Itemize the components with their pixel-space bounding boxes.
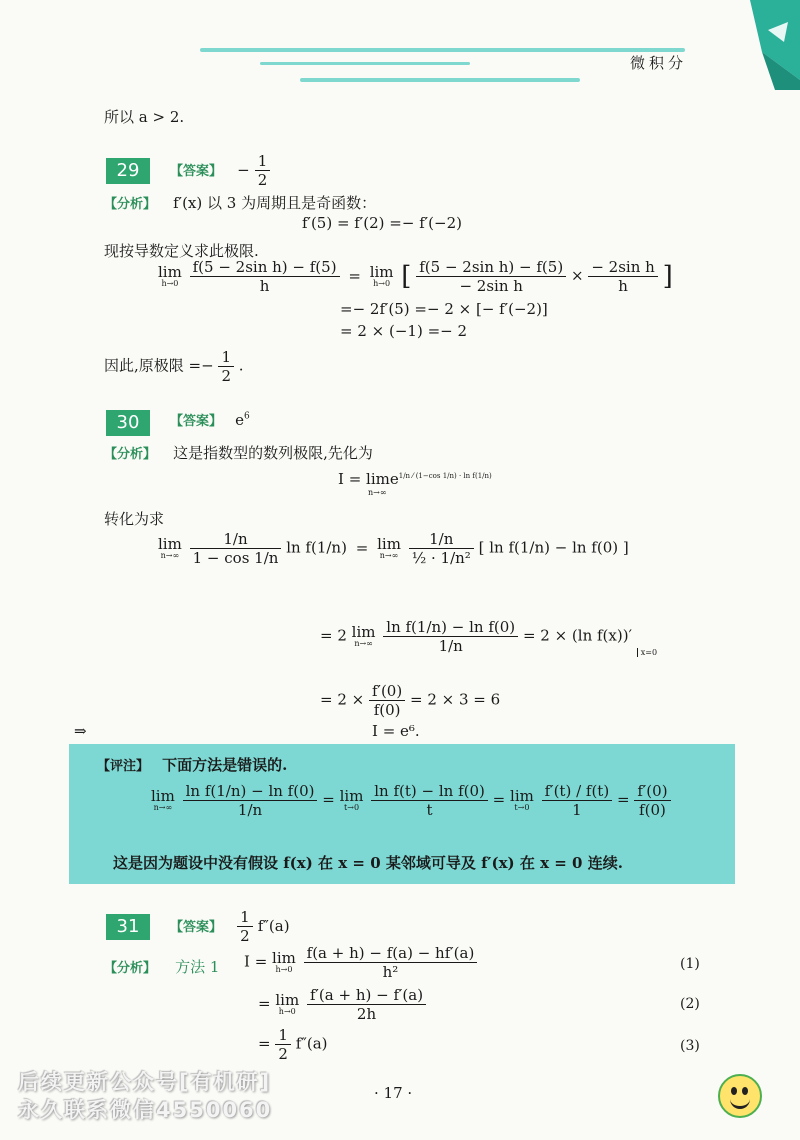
equation-number-1: (1): [680, 956, 700, 972]
fraction-denominator: − 2sin h: [459, 277, 523, 295]
fraction-denominator: 2: [221, 367, 232, 385]
smiley-eye: [742, 1087, 748, 1095]
lim-word: lim: [510, 787, 534, 805]
lim-word: lim: [339, 787, 364, 805]
lim-subscript: n→∞: [368, 488, 387, 497]
answer-fraction: [255, 152, 271, 189]
q29-conclusion: [104, 348, 244, 385]
lim-word: lim: [369, 263, 394, 281]
q30-row3: [320, 682, 500, 719]
lim-word: lim: [151, 787, 175, 805]
fraction-numerator: f(a + h) − f(a) − hf′(a): [304, 944, 478, 963]
lim-subscript: h→0: [373, 279, 391, 288]
q31-answer: [170, 908, 290, 945]
answer-base: e: [235, 411, 244, 429]
header-rule-3: [300, 78, 580, 82]
limit-operator: [151, 789, 175, 812]
limit-operator: [352, 625, 376, 648]
row-prefix: =: [258, 1034, 271, 1053]
equals-sign: =: [348, 266, 361, 285]
q29-text2: 现按导数定义求此极限.: [104, 242, 259, 260]
q29-limit-line1: [158, 258, 673, 295]
fraction-numerator: f′(t) / f(t): [542, 782, 613, 801]
fraction-numerator: f′(0): [369, 682, 405, 701]
question-number-31: 31: [106, 914, 150, 940]
smiley-eye: [731, 1087, 737, 1095]
q30-final: I = e⁶.: [372, 722, 420, 740]
row-prefix: =: [258, 994, 271, 1013]
fraction-numerator: − 2sin h: [588, 258, 657, 277]
bracket-term: [ ln f(1/n) − ln f(0) ]: [478, 538, 629, 557]
note-title: 下面方法是错误的.: [162, 756, 288, 774]
fraction: [383, 618, 518, 655]
answer-tag: 【答案】: [170, 414, 223, 429]
page-header-title: 微积分: [630, 54, 688, 72]
equals-sign: =: [355, 538, 369, 557]
q30-I-definition: [338, 470, 492, 497]
row-suffix: = 2 × (ln f(x))′: [522, 626, 632, 645]
lim-subscript: n→∞: [160, 551, 180, 560]
limit-operator: [370, 265, 394, 288]
answer-tag: 【答案】: [170, 920, 223, 935]
answer-tag: 【答案】: [170, 164, 223, 179]
fraction-numerator: 1/n: [190, 530, 282, 549]
fraction-denominator: f(0): [373, 701, 401, 719]
fraction-numerator: f′(0): [634, 782, 670, 801]
fraction-denominator: h²: [382, 963, 399, 981]
equals-sign: =: [492, 790, 506, 809]
smiley-icon: [718, 1074, 762, 1118]
note-heading: [97, 754, 287, 775]
lim-word: lim: [272, 949, 296, 967]
fraction: [542, 782, 613, 819]
fraction-numerator: ln f(1/n) − ln f(0): [183, 782, 318, 801]
page-number: · 17 ·: [374, 1084, 413, 1102]
row-tail: f″(a): [295, 1034, 328, 1053]
fraction-denominator: 1: [572, 801, 582, 819]
answer-sign: −: [237, 161, 250, 179]
fraction: [409, 530, 474, 567]
fraction-denominator: f(0): [639, 801, 666, 819]
equation-number-3: (3): [680, 1038, 700, 1054]
fraction: [371, 782, 488, 819]
note-tag: 【评注】: [97, 759, 150, 774]
fraction: [190, 530, 282, 567]
lim-word: lim: [351, 623, 376, 641]
period: .: [238, 356, 244, 375]
limit-operator: [275, 993, 299, 1016]
row-prefix: I =: [244, 952, 268, 971]
lim-subscript: n→∞: [354, 639, 373, 648]
q29-limit-line2: =− 2f′(5) =− 2 × [− f′(−2)]: [340, 300, 548, 318]
fraction-denominator: t: [426, 801, 433, 819]
fraction-numerator: ln f(t) − ln f(0): [371, 782, 488, 801]
fraction-denominator: 2: [278, 1045, 288, 1063]
fraction-denominator: 1/n: [237, 801, 263, 819]
q29-analysis: [104, 192, 376, 213]
fraction-numerator: 1: [237, 908, 253, 927]
fraction: [183, 782, 318, 819]
limit-operator: [377, 537, 401, 560]
q29-limit-line3: = 2 × (−1) =− 2: [340, 322, 468, 340]
header-rule-2: [260, 62, 470, 65]
fraction-numerator: 1: [275, 1026, 291, 1045]
row-suffix: = 2 × 3 = 6: [410, 690, 501, 709]
answer-fraction: [237, 908, 253, 945]
watermark-line-1: 后续更新公众号[有机研]: [18, 1070, 272, 1094]
analysis-tag: 【分析】: [104, 447, 157, 462]
limit-operator: [510, 789, 534, 812]
fraction: [307, 986, 426, 1023]
fraction-denominator: 1 − cos 1/n: [192, 549, 279, 567]
question-number-30: 30: [106, 410, 150, 436]
log-term: ln f(1/n): [286, 538, 347, 557]
fraction-numerator: 1: [218, 348, 234, 367]
equals-sign: =: [616, 790, 630, 809]
equals-sign: =: [322, 790, 335, 809]
fraction-denominator: 2: [257, 171, 268, 189]
fraction-denominator: 1/n: [438, 637, 463, 655]
lim-word: lim: [275, 991, 300, 1009]
q30-row2: [320, 618, 657, 657]
analysis-tag: 【分析】: [104, 197, 157, 212]
corner-arrow-icon: [720, 0, 800, 90]
note-equation: [151, 782, 671, 819]
lim-subscript: t→0: [514, 803, 530, 812]
watermark-line-2: 永久联系微信4550060: [18, 1098, 273, 1122]
lim-word: lim: [377, 535, 401, 553]
q31-line2: [258, 986, 426, 1023]
q30-answer: [170, 410, 250, 429]
right-bracket: ]: [662, 261, 673, 292]
lim-word: lim: [158, 535, 182, 553]
fraction: [588, 258, 657, 295]
q30-transform-text: 转化为求: [104, 510, 165, 528]
analysis-tag: 【分析】: [104, 961, 157, 976]
lim-word: lim: [158, 263, 182, 281]
conclusion-text: 因此,原极限 =−: [104, 356, 214, 375]
row-prefix: = 2: [320, 626, 347, 645]
fraction: [304, 944, 478, 981]
analysis-text: 这是指数型的数列极限,先化为: [173, 444, 373, 462]
I-equals-lim: I = lim: [338, 470, 390, 488]
fraction-denominator: h: [618, 277, 628, 295]
fraction-numerator: f′(a + h) − f′(a): [307, 986, 426, 1005]
q29-eq1: f′(5) = f′(2) =− f′(−2): [302, 214, 462, 232]
fraction-numerator: 1/n: [409, 530, 474, 549]
fraction-numerator: ln f(1/n) − ln f(0): [383, 618, 518, 637]
fraction-denominator: 2: [240, 927, 250, 945]
q30-row1: [158, 530, 629, 567]
question-number-29: 29: [106, 158, 150, 184]
fraction: [416, 258, 566, 295]
lim-subscript: h→0: [161, 279, 179, 288]
fraction-numerator: 1: [255, 152, 271, 171]
fraction-denominator: h: [259, 277, 270, 295]
left-bracket: [: [401, 261, 412, 292]
answer-exponent: 6: [244, 411, 250, 422]
exp-base: e: [389, 470, 399, 488]
q31-line3: [258, 1026, 328, 1063]
limit-operator: [158, 537, 182, 560]
answer-tail: f″(a): [257, 917, 290, 935]
q31-line1: [244, 944, 477, 981]
lim-subscript: n→∞: [379, 551, 399, 560]
fraction-numerator: f(5 − 2sin h) − f(5): [416, 258, 566, 277]
times-sign: ×: [570, 266, 584, 285]
note-reason: 这是因为题设中没有假设 f(x) 在 x = 0 某邻域可导及 f′(x) 在 x = 0 连续.: [113, 854, 623, 872]
fraction-numerator: f(5 − 2sin h) − f(5): [190, 258, 340, 277]
q30-analysis: [104, 442, 373, 463]
fraction-denominator: ½ · 1/n²: [411, 549, 471, 567]
implies-arrow: ⇒: [74, 722, 87, 740]
fraction: [369, 682, 405, 719]
row-prefix: = 2 ×: [320, 690, 365, 709]
conclusion-fraction: [218, 348, 234, 385]
equation-number-2: (2): [680, 996, 700, 1012]
limit-operator: [340, 789, 364, 812]
lim-subscript: t→0: [344, 803, 360, 812]
exp-exponent: 1/n ⁄ (1−cos 1/n) · ln f(1/n): [398, 472, 492, 480]
method-label: 方法 1: [175, 958, 220, 976]
limit-operator: [272, 951, 296, 974]
limit-operator: [158, 265, 182, 288]
fraction-denominator: 2h: [356, 1005, 377, 1023]
intro-text: 所以 a > 2.: [104, 108, 185, 126]
fraction: [275, 1026, 291, 1063]
lim-subscript: h→0: [275, 965, 293, 974]
lim-subscript: h→0: [278, 1007, 296, 1016]
lim-subscript: n→∞: [153, 803, 173, 812]
analysis-text: f′(x) 以 3 为周期且是奇函数：: [173, 194, 377, 212]
smiley-mouth: [730, 1096, 750, 1109]
evaluation-bar: x=0: [637, 648, 657, 657]
fraction: [634, 782, 670, 819]
q31-analysis: [104, 956, 219, 977]
note-box: [69, 744, 735, 884]
fraction: [190, 258, 340, 295]
header-rule-1: [200, 48, 685, 52]
q29-answer: [170, 152, 270, 189]
